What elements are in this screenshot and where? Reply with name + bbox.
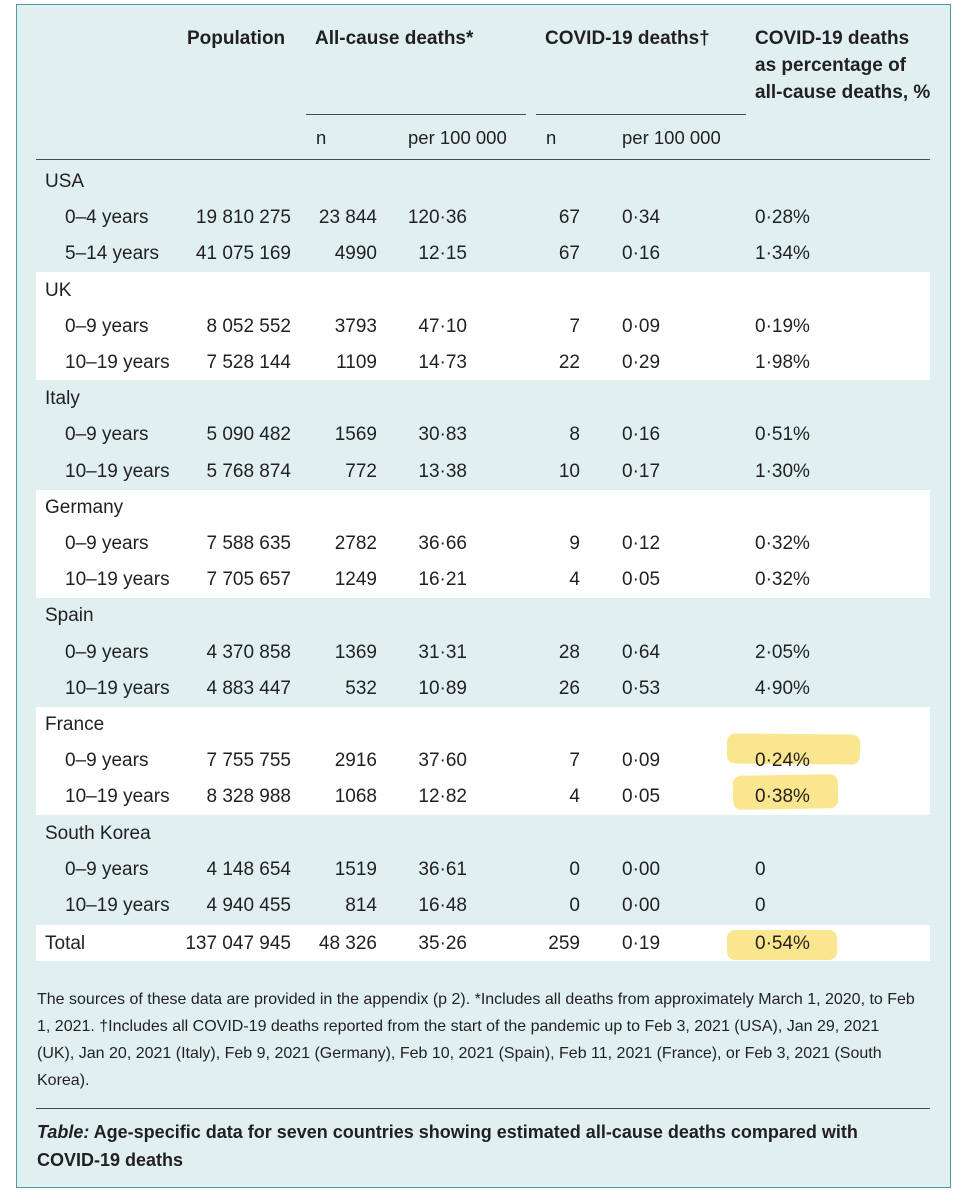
- population-cell: 5 090 482: [206, 424, 291, 446]
- percentage-cell: 4·90%: [755, 677, 810, 699]
- covid-n-cell: 67: [558, 207, 580, 229]
- country-header-row: [0, 164, 963, 200]
- covid-per-cell: 0·34: [622, 207, 661, 229]
- country-header-row: [0, 381, 963, 417]
- all-cause-per-cell: 12·15: [418, 243, 467, 265]
- all-cause-per-cell: 36·61: [418, 858, 467, 880]
- all-cause-n-cell: 2782: [334, 533, 377, 554]
- covid-per-cell: 0·00: [622, 858, 661, 880]
- percentage-cell: 0: [755, 858, 766, 880]
- population-cell: 4 883 447: [206, 677, 291, 699]
- population-cell: 7 755 755: [206, 750, 291, 772]
- age-group-cell: 10–19 years: [65, 460, 170, 482]
- all-cause-per-cell: 13·38: [418, 460, 467, 482]
- table-row: [0, 779, 963, 815]
- age-group-cell: 0–9 years: [65, 858, 149, 880]
- covid-n-cell: 9: [569, 533, 580, 554]
- country-header-row: [0, 598, 963, 634]
- percentage-cell: 1·98%: [755, 352, 810, 373]
- all-cause-n-cell: 1369: [334, 641, 377, 663]
- age-group-cell: 0–9 years: [65, 750, 149, 772]
- all-cause-underline: [306, 114, 526, 115]
- table-row: [0, 236, 963, 272]
- country-name: UK: [45, 279, 72, 301]
- country-name: South Korea: [45, 822, 151, 844]
- table-row: [0, 671, 963, 707]
- percentage-cell: 0·32%: [755, 533, 810, 554]
- total-row: [0, 926, 963, 962]
- covid-per-cell: 0·09: [622, 750, 661, 772]
- all-cause-n-cell: 814: [345, 895, 377, 916]
- covid-per-cell: 0·00: [622, 895, 661, 916]
- percentage-cell: 0·28%: [755, 207, 810, 229]
- age-group-cell: 0–9 years: [65, 315, 149, 337]
- age-group-cell: 10–19 years: [65, 352, 170, 373]
- covid-per-cell: 0·09: [622, 315, 661, 337]
- all-cause-per-cell: 10·89: [418, 677, 467, 699]
- table-row: [0, 635, 963, 671]
- covid-n-cell: 67: [558, 243, 580, 265]
- subheader-all-cause-n: n: [316, 127, 327, 148]
- country-name: Germany: [45, 496, 124, 518]
- table-row: [0, 526, 963, 562]
- subheader-covid-per: per 100 000: [622, 127, 721, 148]
- country-header-row: [0, 816, 963, 852]
- covid-n-cell: 22: [558, 352, 580, 373]
- country-name: Spain: [45, 605, 94, 627]
- covid-per-cell: 0·53: [622, 677, 661, 699]
- all-cause-n-cell: 3793: [334, 315, 377, 337]
- all-cause-n-cell: 1109: [336, 352, 377, 373]
- all-cause-n-cell: 1569: [334, 424, 377, 446]
- caption-text: Age-specific data for seven countries showing estimated all-cause deaths compared with COVID-19 deaths: [37, 1122, 858, 1170]
- country-name: USA: [45, 171, 85, 192]
- subheader-covid-n: n: [546, 127, 557, 148]
- age-group-cell: 0–9 years: [65, 424, 149, 446]
- header-rule: [36, 159, 930, 160]
- percentage-cell: 2·05%: [755, 641, 810, 663]
- age-group-cell: 10–19 years: [65, 677, 170, 699]
- subheader-all-cause-per: per 100 000: [408, 127, 507, 148]
- all-cause-per-cell: 31·31: [418, 641, 467, 663]
- covid-per-cell: 0·64: [622, 641, 661, 663]
- all-cause-per-cell: 14·73: [418, 352, 467, 373]
- all-cause-per-cell: 36·66: [418, 533, 467, 554]
- covid-n-cell: 7: [569, 315, 580, 337]
- table-row: [0, 309, 963, 345]
- age-group-cell: 0–9 years: [65, 641, 149, 663]
- covid-underline: [536, 114, 746, 115]
- table-row: [0, 417, 963, 453]
- age-group-cell: 10–19 years: [65, 569, 170, 591]
- all-cause-n-cell: 1249: [334, 569, 377, 591]
- all-cause-n-cell: 1068: [334, 786, 377, 808]
- country-header-row: [0, 707, 963, 743]
- footnote: The sources of these data are provided in the appendix (p 2). *Includes all deaths from approximately March 1, 2020, to Feb 1, 2021. †Includes all COVID-19 deaths reported from the start of the pandemic up to Feb 3, 2021 (USA), Jan 29, 2021 (UK), Jan 20, 2021 (Italy), Feb 9, 2021 (Germany), Feb 10, 2021 (Spain), Feb 11, 2021 (France), or Feb 3, 2021 (South Korea).: [37, 991, 915, 1089]
- population-cell: 7 528 144: [206, 352, 291, 373]
- covid-per-cell: 0·12: [622, 533, 661, 554]
- total-percentage: 0·54%: [755, 933, 810, 954]
- population-cell: 5 768 874: [206, 460, 291, 482]
- all-cause-per-cell: 37·60: [418, 750, 467, 772]
- covid-n-cell: 8: [569, 424, 580, 446]
- all-cause-per-cell: 12·82: [418, 786, 467, 808]
- table-row: [0, 743, 963, 779]
- covid-per-cell: 0·16: [622, 243, 661, 265]
- total-all-cause-per: 35·26: [418, 933, 467, 954]
- all-cause-per-cell: 47·10: [418, 315, 467, 337]
- total-label: Total: [45, 933, 86, 954]
- percentage-cell: 0·19%: [755, 315, 810, 337]
- percentage-cell: 0·38%: [755, 786, 810, 808]
- table-row: [0, 562, 963, 598]
- age-group-cell: 0–9 years: [65, 533, 149, 554]
- country-name: Italy: [45, 388, 80, 410]
- total-population: 137 047 945: [185, 933, 291, 954]
- covid-n-cell: 26: [558, 677, 580, 699]
- percentage-cell: 1·30%: [755, 460, 810, 482]
- population-cell: 4 940 455: [206, 895, 291, 916]
- header-population: Population: [187, 28, 286, 49]
- population-cell: 4 148 654: [206, 858, 291, 880]
- table-row: [0, 200, 963, 236]
- percentage-cell: 0·32%: [755, 569, 810, 591]
- population-cell: 7 588 635: [206, 533, 291, 554]
- header-percentage-line-2: as percentage of: [755, 55, 906, 76]
- population-cell: 8 052 552: [206, 315, 291, 337]
- total-covid-per: 0·19: [622, 933, 661, 954]
- header-all-cause-deaths: All-cause deaths*: [315, 28, 474, 49]
- total-all-cause-n: 48 326: [318, 933, 377, 954]
- covid-per-cell: 0·05: [622, 786, 661, 808]
- population-cell: 8 328 988: [206, 786, 291, 808]
- table-row: [0, 852, 963, 888]
- all-cause-per-cell: 30·83: [418, 424, 467, 446]
- age-group-cell: 10–19 years: [65, 895, 170, 916]
- table-row: [0, 888, 963, 924]
- table-caption: [37, 1118, 917, 1174]
- covid-per-cell: 0·17: [622, 460, 661, 482]
- covid-n-cell: 0: [569, 895, 580, 916]
- header-percentage-line-3: all-cause deaths, %: [755, 82, 931, 103]
- covid-n-cell: 0: [569, 858, 580, 880]
- age-group-cell: 10–19 years: [65, 786, 170, 808]
- percentage-cell: 0: [755, 895, 766, 916]
- percentage-cell: 0·24%: [755, 750, 810, 772]
- covid-n-cell: 7: [569, 750, 580, 772]
- covid-per-cell: 0·29: [622, 352, 661, 373]
- covid-per-cell: 0·05: [622, 569, 661, 591]
- all-cause-n-cell: 2916: [334, 750, 377, 772]
- covid-n-cell: 4: [569, 569, 580, 591]
- age-group-cell: 5–14 years: [65, 243, 160, 265]
- all-cause-n-cell: 772: [345, 460, 377, 482]
- all-cause-n-cell: 1519: [334, 858, 377, 880]
- percentage-cell: 1·34%: [755, 243, 810, 265]
- population-cell: 19 810 275: [195, 207, 291, 229]
- all-cause-per-cell: 16·21: [418, 569, 467, 591]
- all-cause-n-cell: 23 844: [318, 207, 377, 229]
- percentage-cell: 0·51%: [755, 424, 810, 446]
- population-cell: 4 370 858: [206, 641, 291, 663]
- population-cell: 7 705 657: [206, 569, 291, 591]
- age-group-cell: 0–4 years: [65, 207, 149, 229]
- all-cause-per-cell: 120·36: [407, 207, 467, 229]
- all-cause-per-cell: 16·48: [418, 895, 467, 916]
- country-header-row: [0, 273, 963, 309]
- header-covid-deaths: COVID-19 deaths†: [545, 28, 710, 49]
- all-cause-n-cell: 4990: [334, 243, 377, 265]
- population-cell: 41 075 169: [195, 243, 291, 265]
- header-percentage-line-1: COVID-19 deaths: [755, 28, 910, 49]
- table-row: [0, 454, 963, 490]
- covid-per-cell: 0·16: [622, 424, 661, 446]
- total-covid-n: 259: [548, 933, 580, 954]
- covid-n-cell: 4: [569, 786, 580, 808]
- caption-rule: [36, 1108, 930, 1109]
- all-cause-n-cell: 532: [345, 677, 377, 699]
- table-row: [0, 345, 963, 381]
- country-name: France: [45, 714, 105, 735]
- caption-prefix: Table:: [37, 1122, 90, 1142]
- covid-n-cell: 28: [558, 641, 580, 663]
- covid-n-cell: 10: [558, 460, 580, 482]
- country-header-row: [0, 490, 963, 526]
